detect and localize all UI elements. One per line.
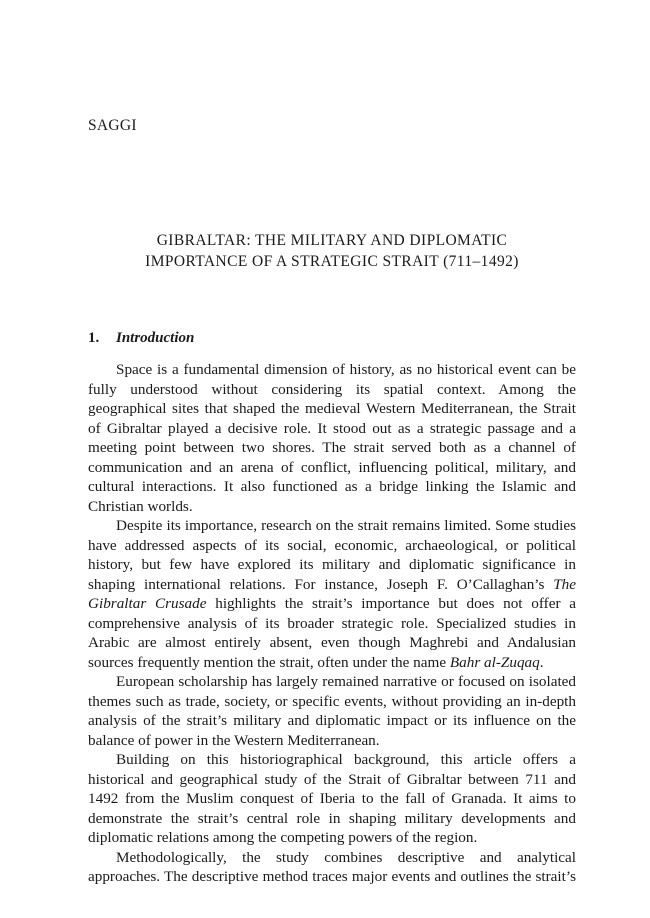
paragraph-5: Methodologically, the study combines descriptive and analytical approaches. The descriptive method traces major events and outlines the strait’s [88,848,576,885]
paragraph-2-part-b: highlights the strait’s importance but does not offer a comprehensive analysis of its broader strategic role. Specialized studies in Arabic are almost entirely absent, even though Maghrebi and Andalusian sources frequently mention the strait, often under the name [88,595,577,671]
title-line-1: GIBRALTAR: THE MILITARY AND DIPLOMATIC [156,232,508,249]
title-line-2: IMPORTANCE OF A STRATEGIC STRAIT (711–1492) [145,253,519,270]
paragraph-2-part-c: . [539,653,544,671]
article-title [88,230,576,272]
section-number: 1. [88,330,100,346]
paragraph-3: European scholarship has largely remained narrative or focused on isolated themes such as trade, society, or specific events, without providing an in-depth analysis of the strait’s military and diplomatic impact or its influence on the balance of power in the Western Mediterranean. [88,673,576,749]
section-heading-text: Introduction [116,330,195,346]
paragraph-4: Building on this historiographical background, this article offers a historical and geographical study of the Strait of Gibraltar between 711 and 1492 from the Muslim conquest of Iberia to the fall of Granada. It aims to demonstrate the strait’s central role in shaping military developments and diplomatic relations among the competing powers of the region. [88,751,576,846]
section-label: SAGGI [88,117,137,134]
section-heading [88,330,194,347]
body-text [88,360,576,887]
paragraph-2 [88,516,576,672]
book-title: The Gibraltar Crusade [88,575,576,612]
paragraph-1: Space is a fundamental dimension of history, as no historical event can be fully understood without considering its spatial context. Among the geographical sites that shaped the medieval Western Mediterranean, the Strait of Gibraltar played a decisive role. It stood out as a strategic passage and a meeting point between two shores. The strait served both as a channel of communication and an arena of conflict, influencing political, military, and cultural interactions. It also functioned as a bridge linking the Islamic and Christian worlds. [88,361,576,515]
arabic-term: Bahr al-Zuqaq [449,653,540,671]
paragraph-2-part-a: Despite its importance, research on the strait remains limited. Some studies have addressed aspects of its social, economic, archaeological, or political history, but few have explored its military and diplomatic significance in shaping international relations. For instance, Joseph F. O’Callaghan’s [88,517,576,593]
